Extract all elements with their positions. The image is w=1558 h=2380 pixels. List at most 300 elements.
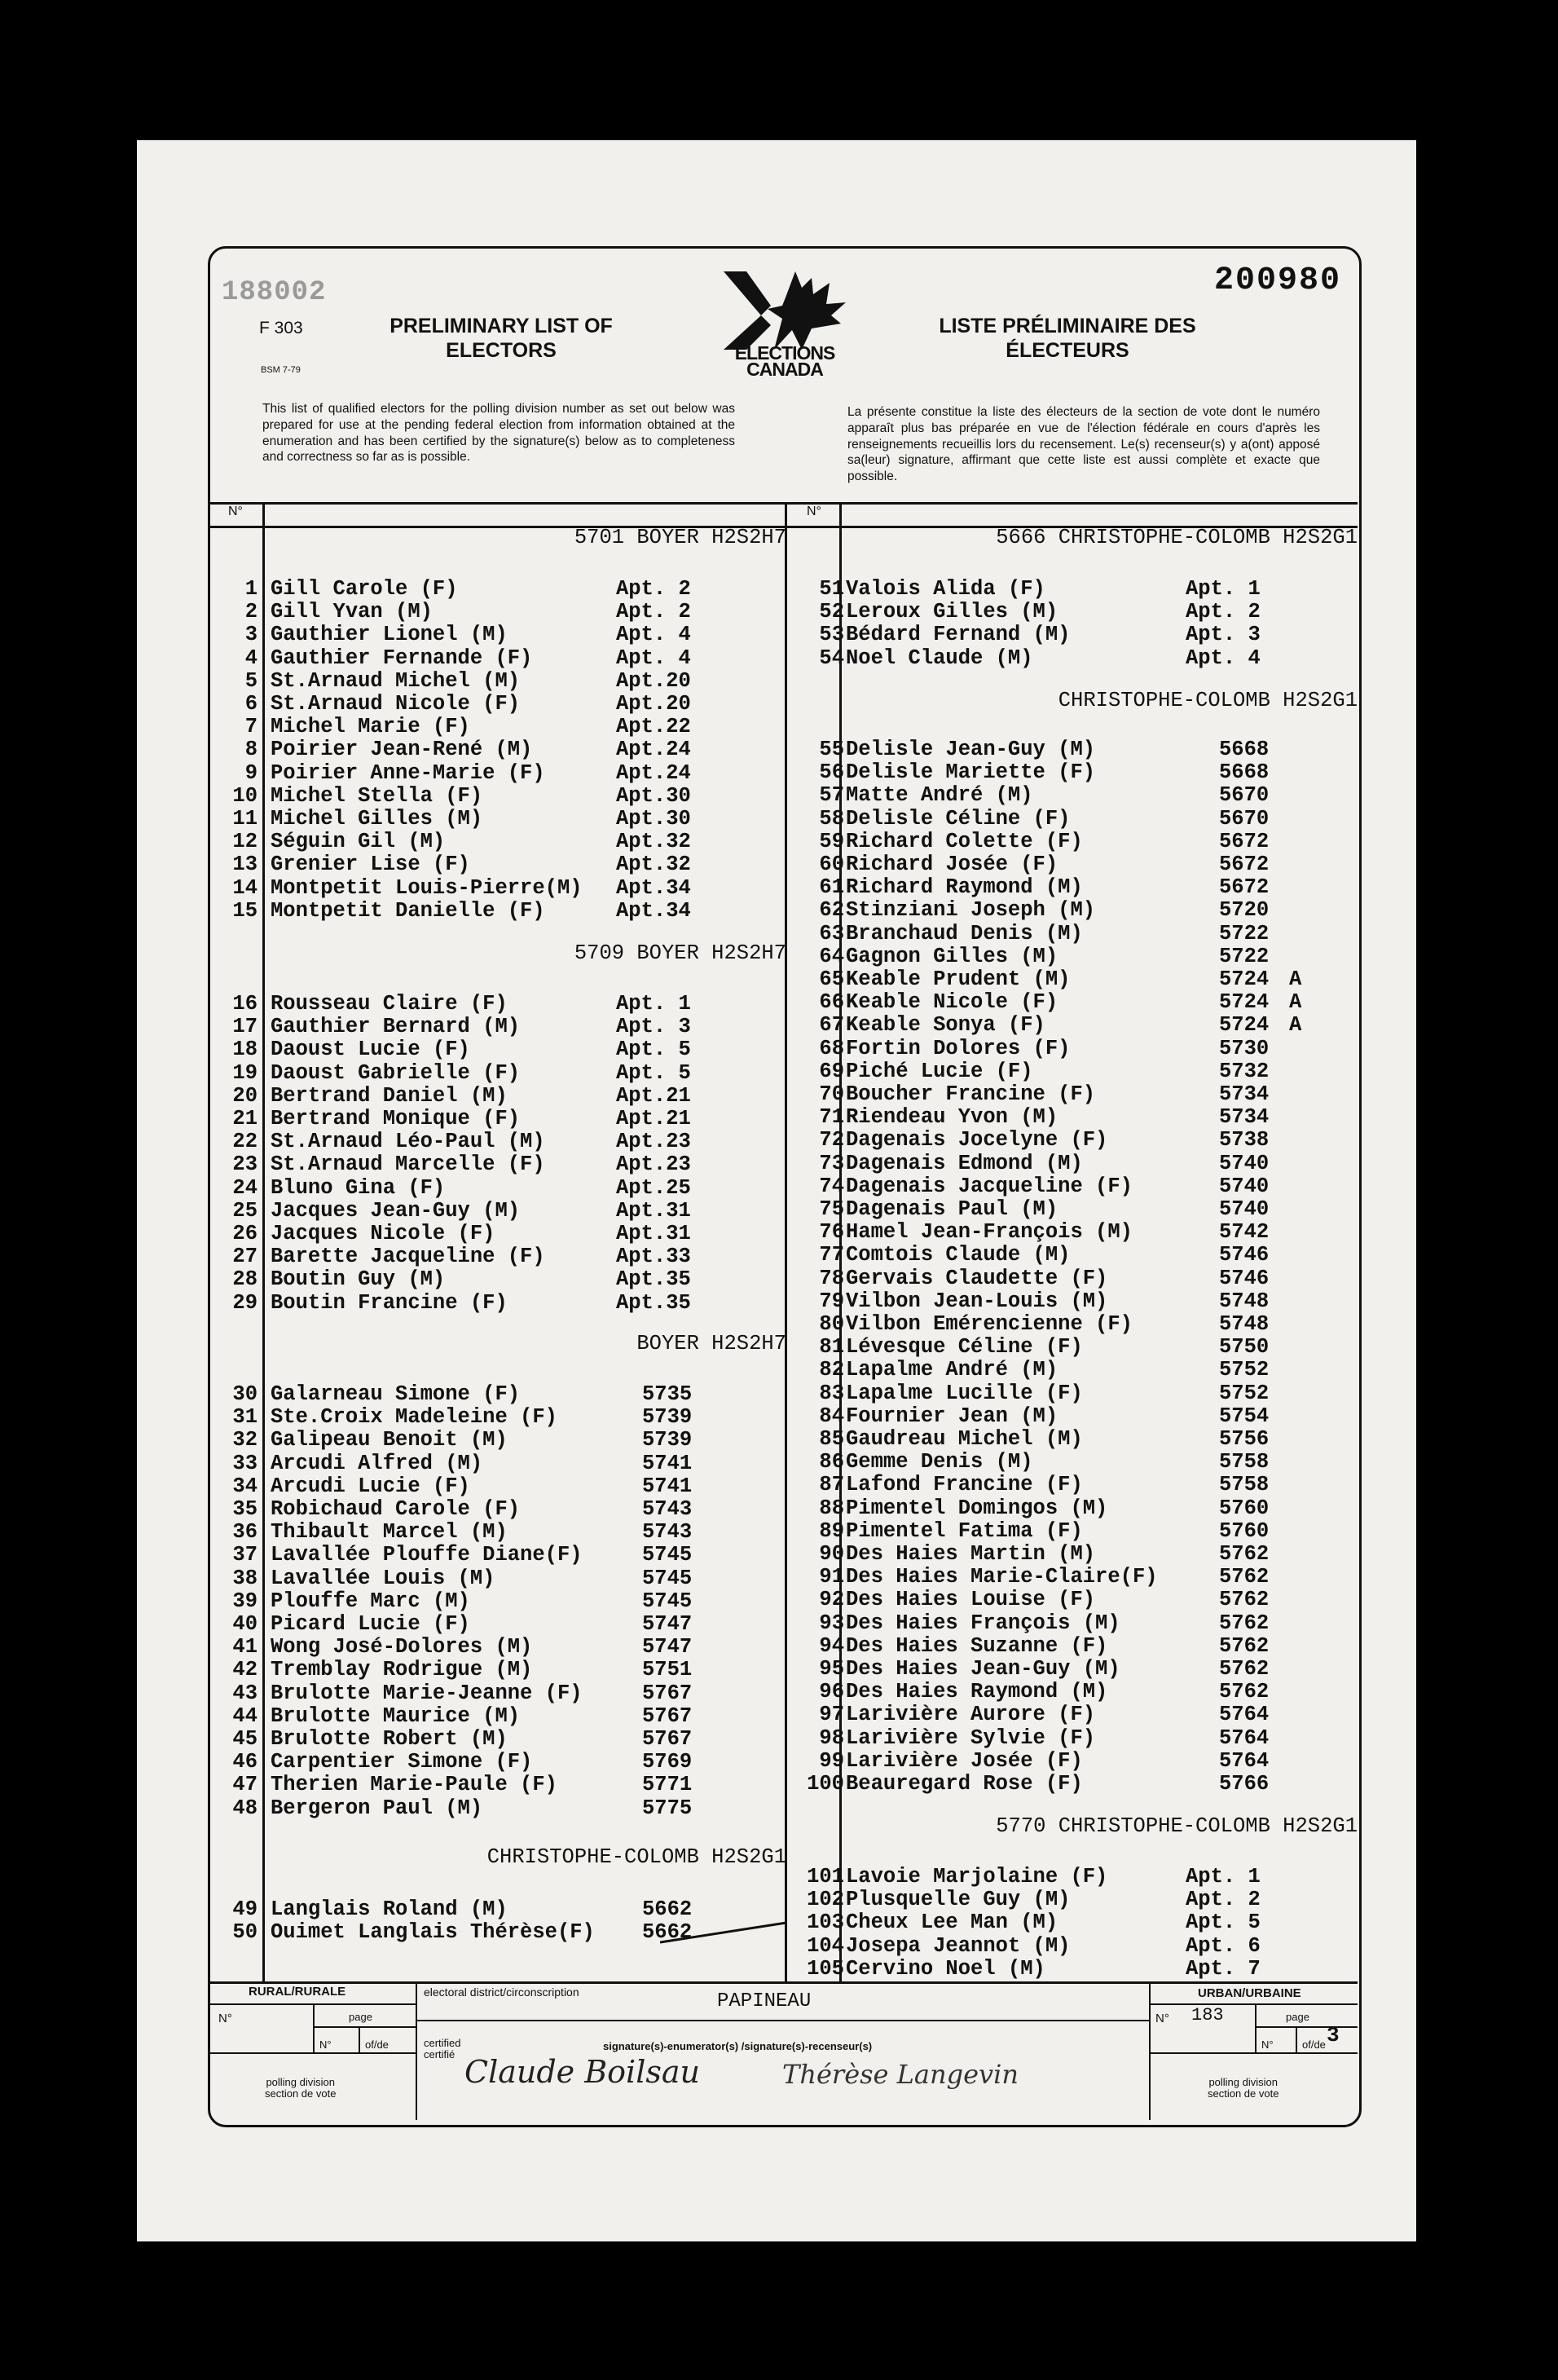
elector-address: 5775 [642, 1796, 693, 1820]
elector-number: 50 [232, 1920, 257, 1945]
elector-name: Branchaud Denis (M) [846, 921, 1083, 945]
elector-name: Wong José-Dolores (M) [271, 1635, 533, 1659]
elector-address: 5743 [642, 1520, 693, 1545]
elector-address: Apt.32 [616, 830, 691, 854]
elector-address: 5745 [642, 1543, 693, 1567]
elector-number: 3 [244, 623, 257, 647]
elector-name: Picard Lucie (F) [271, 1612, 470, 1636]
elector-address: Apt.21 [616, 1107, 691, 1130]
elector-name: Delisle Jean-Guy (M) [846, 738, 1096, 761]
elector-number: 39 [232, 1589, 257, 1613]
elector-name: Richard Raymond (M) [846, 875, 1083, 900]
elector-address: 5754 [1219, 1404, 1270, 1428]
elector-name: Poirier Anne-Marie (F) [271, 760, 545, 785]
elector-address: 5751 [642, 1658, 693, 1682]
elector-row [0, 1358, 1558, 1381]
elector-address: 5740 [1219, 1197, 1270, 1221]
elector-number: 34 [232, 1474, 257, 1498]
elector-address: Apt.34 [616, 875, 691, 900]
elector-name: Boutin Francine (F) [271, 1290, 508, 1315]
elector-name: Pimentel Domingos (M) [846, 1496, 1108, 1520]
elector-row [0, 1657, 1558, 1680]
elector-name: Lapalme André (M) [846, 1358, 1058, 1382]
urban-no-label: N° [1155, 2012, 1169, 2025]
elector-address: 5734 [1219, 1105, 1270, 1130]
elector-number: 96 [819, 1680, 844, 1704]
elector-address: 5760 [1219, 1518, 1270, 1543]
elector-number: 94 [819, 1633, 844, 1658]
elector-row [0, 1957, 1558, 1980]
elector-number: 61 [819, 875, 844, 900]
rural-page-label: page [349, 2011, 372, 2023]
rural-of-label: of/de [365, 2038, 389, 2051]
elector-number: 43 [232, 1681, 257, 1705]
title-en-line1: PRELIMINARY LIST OF [390, 315, 613, 337]
elector-name: Arcudi Lucie (F) [271, 1474, 470, 1498]
elector-address: Apt.30 [616, 807, 691, 831]
elector-name: Des Haies François (M) [846, 1611, 1120, 1635]
elector-row [0, 1335, 1558, 1358]
elector-address: 5767 [642, 1727, 693, 1751]
certified-label [424, 2038, 461, 2060]
elector-row [0, 1450, 1558, 1473]
elector-flag: A [1289, 990, 1302, 1015]
elector-name: Cervino Noel (M) [846, 1956, 1045, 1981]
elector-address: Apt.31 [616, 1222, 691, 1245]
right-section-heading: 5666 CHRISTOPHE-COLOMB H2S2G1 [996, 526, 1358, 549]
elector-address: 5734 [1219, 1082, 1270, 1106]
elector-address: Apt.21 [616, 1083, 691, 1108]
elector-address: 5740 [1219, 1151, 1270, 1175]
elector-address: 5672 [1219, 875, 1270, 900]
elector-name: Lévesque Céline (F) [846, 1335, 1083, 1360]
title-en-line2: ELECTORS [446, 339, 557, 362]
elector-number: 90 [819, 1542, 844, 1566]
elector-address: Apt. 1 [1186, 577, 1261, 601]
elector-number: 93 [819, 1611, 844, 1635]
elector-address: 5756 [1219, 1427, 1270, 1451]
document-number: 200980 [1214, 262, 1342, 299]
elector-number: 10 [232, 783, 257, 808]
elector-row [0, 1427, 1558, 1450]
elector-name: Plusquelle Guy (M) [846, 1888, 1071, 1912]
elector-name: Gaudreau Michel (M) [846, 1427, 1083, 1451]
stamp-number: 188002 [222, 277, 327, 308]
elector-number: 84 [819, 1404, 844, 1428]
rural-of-divider [359, 2026, 360, 2052]
elector-name: Poirier Jean-René (M) [271, 738, 533, 762]
elector-address: Apt. 2 [616, 577, 691, 601]
left-section-heading: 5701 BOYER H2S2H7 [574, 526, 786, 549]
elector-name: Bédard Fernand (M) [846, 623, 1071, 647]
elector-row [0, 1404, 1558, 1430]
elector-name: Richard Colette (F) [846, 829, 1083, 853]
elector-number: 89 [819, 1518, 844, 1543]
elector-name: Lavallée Plouffe Diane(F) [271, 1543, 583, 1567]
elector-row [0, 715, 1558, 738]
signature-label: signature(s)-enumerator(s) /signature(s)-recenseur(s) [603, 2040, 873, 2052]
elector-number: 15 [232, 898, 257, 923]
urban-polling-en: polling division [1208, 2076, 1278, 2088]
rural-page-line [313, 2026, 417, 2028]
elector-address: 5762 [1219, 1680, 1270, 1704]
elector-name: Bergeron Paul (M) [271, 1796, 483, 1820]
elector-address: 5735 [642, 1382, 693, 1406]
elector-address: 5762 [1219, 1633, 1270, 1658]
elector-number: 68 [819, 1036, 844, 1060]
elector-flag: A [1289, 967, 1302, 991]
elector-address: 5752 [1219, 1381, 1270, 1405]
elector-row [0, 1680, 1558, 1703]
elector-name: Lavoie Marjolaine (F) [846, 1865, 1108, 1889]
elector-row [0, 853, 1558, 875]
elector-name: Rousseau Claire (F) [271, 992, 508, 1016]
elector-name: Larivière Aurore (F) [846, 1703, 1096, 1727]
elector-number: 92 [819, 1588, 844, 1612]
elector-row [0, 1703, 1558, 1726]
right-section-heading: 5770 CHRISTOPHE-COLOMB H2S2G1 [996, 1814, 1358, 1838]
elector-address: Apt.31 [616, 1198, 691, 1223]
urban-label: URBAN/URBAINE [1198, 1986, 1301, 2000]
elector-name: Plouffe Marc (M) [271, 1589, 470, 1613]
elector-number: 5 [244, 668, 257, 693]
elector-name: Lafond Francine (F) [846, 1473, 1083, 1497]
elector-number: 6 [244, 692, 257, 716]
elector-row [0, 922, 1558, 945]
elector-address: 5758 [1219, 1450, 1270, 1474]
elector-address: 5672 [1219, 829, 1270, 853]
elector-number: 30 [232, 1382, 257, 1406]
urban-polling-fr: section de vote [1208, 2087, 1279, 2100]
elector-number: 73 [819, 1151, 844, 1175]
elector-name: St.Arnaud Marcelle (F) [271, 1153, 545, 1177]
elector-number: 100 [807, 1772, 844, 1796]
elector-name: Larivière Josée (F) [846, 1748, 1083, 1773]
elector-address: 5722 [1219, 944, 1270, 968]
elector-number: 64 [819, 944, 844, 968]
elector-number: 78 [819, 1266, 844, 1290]
elector-row [0, 1518, 1558, 1545]
elector-name: Lapalme Lucille (F) [846, 1381, 1083, 1405]
signature-2: Thérèse Langevin [782, 2059, 1019, 2090]
elector-name: Richard Josée (F) [846, 853, 1058, 876]
elector-number: 97 [819, 1703, 844, 1727]
urban-page-line [1255, 2026, 1358, 2028]
elector-name: Vilbon Jean-Louis (M) [846, 1289, 1108, 1313]
elector-address: Apt. 5 [1186, 1911, 1261, 1935]
urban-of-label: of/de [1302, 2038, 1326, 2051]
elector-name: Gervais Claudette (F) [846, 1266, 1108, 1290]
elector-number: 59 [819, 829, 844, 853]
elector-number: 29 [232, 1290, 257, 1315]
elector-number: 27 [232, 1245, 257, 1269]
elector-address: 5742 [1219, 1220, 1270, 1245]
elector-address: Apt.25 [616, 1175, 691, 1200]
elector-name: Arcudi Alfred (M) [271, 1451, 483, 1475]
elector-address: 5668 [1219, 738, 1270, 761]
title-fr-line1: LISTE PRÉLIMINAIRE DES [939, 315, 1196, 337]
elector-number: 44 [232, 1703, 257, 1728]
elector-address: 5748 [1219, 1289, 1270, 1313]
elector-number: 21 [232, 1107, 257, 1130]
elector-name: Keable Prudent (M) [846, 967, 1071, 991]
elector-name: Gagnon Gilles (M) [846, 944, 1058, 968]
title-french [921, 314, 1214, 363]
rural-polling-line [209, 2052, 417, 2054]
elector-address: Apt.20 [616, 692, 691, 716]
elector-name: Ouimet Langlais Thérèse(F) [271, 1920, 595, 1945]
elector-number: 24 [232, 1175, 257, 1200]
elector-address: 5769 [642, 1750, 693, 1774]
elector-number: 95 [819, 1657, 844, 1681]
elector-name: Des Haies Martin (M) [846, 1542, 1096, 1566]
elector-number: 32 [232, 1428, 257, 1452]
elector-number: 103 [807, 1911, 844, 1935]
elector-name: Brulotte Marie-Jeanne (F) [271, 1681, 583, 1705]
elector-number: 26 [232, 1222, 257, 1245]
elector-number: 36 [232, 1520, 257, 1545]
elector-address: 5746 [1219, 1243, 1270, 1267]
rural-label: RURAL/RURALE [249, 1985, 346, 1999]
elector-number: 101 [807, 1865, 844, 1889]
elector-address: 5762 [1219, 1542, 1270, 1566]
elector-number: 9 [244, 760, 257, 785]
elector-name: Gemme Denis (M) [846, 1450, 1033, 1474]
elector-number: 20 [232, 1083, 257, 1108]
elector-address: 5724 [1219, 967, 1270, 991]
elector-name: Keable Sonya (F) [846, 1013, 1045, 1038]
elector-name: Dagenais Jacqueline (F) [846, 1174, 1133, 1198]
elector-address: Apt.35 [616, 1290, 691, 1315]
elector-address: Apt. 5 [616, 1038, 691, 1062]
elector-name: St.Arnaud Léo-Paul (M) [271, 1130, 545, 1154]
elector-number: 79 [819, 1289, 844, 1313]
elector-address: Apt. 4 [616, 623, 691, 647]
elector-name: Dagenais Jocelyne (F) [846, 1128, 1108, 1153]
elector-row [0, 1934, 1558, 1957]
elector-row [0, 1865, 1558, 1888]
elector-name: Larivière Sylvie (F) [846, 1726, 1096, 1750]
elector-name: St.Arnaud Michel (M) [271, 668, 521, 693]
elector-name: Montpetit Danielle (F) [271, 898, 545, 923]
elector-address: 5747 [642, 1612, 693, 1636]
title-english [367, 314, 636, 363]
elector-name: Carpentier Simone (F) [271, 1750, 533, 1774]
elector-row [0, 1289, 1558, 1312]
elector-name: Tremblay Rodrigue (M) [271, 1658, 533, 1682]
elector-address: 5740 [1219, 1174, 1270, 1198]
elector-row [0, 646, 1558, 669]
elector-number: 71 [819, 1105, 844, 1130]
elector-address: Apt. 7 [1186, 1956, 1261, 1981]
elector-address: 5750 [1219, 1335, 1270, 1360]
elector-address: Apt. 2 [616, 600, 691, 624]
elector-number: 86 [819, 1450, 844, 1474]
elector-number: 37 [232, 1543, 257, 1567]
elector-row [0, 1197, 1558, 1220]
elector-name: Des Haies Marie-Claire(F) [846, 1565, 1158, 1589]
elector-number: 63 [819, 921, 844, 945]
elector-address: 5741 [642, 1474, 693, 1498]
elector-number: 87 [819, 1473, 844, 1497]
urban-page-no-label: N° [1261, 2038, 1274, 2051]
elector-address: Apt.35 [616, 1267, 691, 1292]
elector-name: Boucher Francine (F) [846, 1082, 1096, 1106]
elector-number: 88 [819, 1496, 844, 1520]
elector-number: 45 [232, 1727, 257, 1751]
elector-number: 41 [232, 1635, 257, 1659]
elector-name: Fournier Jean (M) [846, 1404, 1058, 1428]
elector-name: Ste.Croix Madeleine (F) [271, 1405, 557, 1430]
elector-name: Bluno Gina (F) [271, 1175, 446, 1200]
elector-number: 102 [807, 1888, 844, 1912]
left-section-heading: 5709 BOYER H2S2H7 [574, 941, 786, 965]
elector-name: Séguin Gil (M) [271, 830, 446, 854]
urban-page-value: 3 [1327, 2023, 1340, 2047]
elector-name: Boutin Guy (M) [271, 1267, 446, 1292]
elector-number: 104 [807, 1933, 844, 1958]
column-header-no-right: N° [807, 505, 821, 518]
elector-number: 47 [232, 1773, 257, 1797]
elector-name: Galarneau Simone (F) [271, 1382, 521, 1406]
form-revision: BSM 7-79 [261, 365, 301, 375]
elector-number: 51 [819, 577, 844, 601]
left-section-heading: BOYER H2S2H7 [636, 1332, 786, 1355]
elector-address: Apt. 3 [1186, 623, 1261, 647]
elector-row [0, 1220, 1558, 1243]
elector-number: 58 [819, 806, 844, 831]
elector-number: 56 [819, 760, 844, 785]
elector-name: Grenier Lise (F) [271, 853, 470, 877]
elector-name: Delisle Céline (F) [846, 806, 1071, 831]
elector-address: Apt. 3 [616, 1015, 691, 1039]
elector-row [0, 1473, 1558, 1496]
elector-name: Gauthier Fernande (F) [271, 646, 533, 670]
elector-name: Delisle Mariette (F) [846, 760, 1096, 785]
elector-name: Fortin Dolores (F) [846, 1036, 1071, 1060]
rural-polling-label [265, 2077, 336, 2100]
elector-address: 5739 [642, 1405, 693, 1430]
footer-rule-1 [416, 1981, 417, 2120]
header-divider-line [209, 502, 1358, 505]
elector-row [0, 1888, 1558, 1911]
elector-number: 74 [819, 1174, 844, 1198]
elector-address: Apt. 4 [1186, 646, 1261, 670]
elector-row [0, 1105, 1558, 1128]
footer-top-line [209, 1981, 1358, 1984]
elector-number: 28 [232, 1267, 257, 1292]
elector-name: Beauregard Rose (F) [846, 1772, 1083, 1796]
elector-number: 13 [232, 853, 257, 877]
elector-address: Apt.23 [616, 1153, 691, 1177]
elector-number: 31 [232, 1405, 257, 1430]
elector-row [0, 1749, 1558, 1772]
elector-name: Noel Claude (M) [846, 646, 1033, 670]
elector-name: Gauthier Lionel (M) [271, 623, 508, 647]
elector-name: St.Arnaud Nicole (F) [271, 692, 521, 716]
elector-number: 75 [819, 1197, 844, 1221]
elector-number: 77 [819, 1243, 844, 1267]
certified-en: certified [424, 2037, 461, 2049]
elector-number: 99 [819, 1748, 844, 1773]
elector-row [0, 967, 1558, 990]
elector-row [0, 830, 1558, 853]
elector-address: 5764 [1219, 1748, 1270, 1773]
elector-name: Daoust Lucie (F) [271, 1038, 470, 1062]
title-fr-line2: ÉLECTEURS [1006, 339, 1129, 362]
elector-name: Langlais Roland (M) [271, 1897, 508, 1921]
elector-address: 5764 [1219, 1703, 1270, 1727]
elector-number: 105 [807, 1956, 844, 1981]
elector-number: 62 [819, 898, 844, 923]
urban-page-label: page [1286, 2011, 1309, 2023]
elector-row [0, 738, 1558, 760]
elector-row [0, 1565, 1558, 1588]
elector-name: Valois Alida (F) [846, 577, 1045, 601]
rural-polling-fr: section de vote [265, 2087, 337, 2100]
elector-row [0, 1128, 1558, 1154]
elector-name: Bertrand Daniel (M) [271, 1083, 508, 1108]
logo-text-elections: ELECTIONS [734, 342, 835, 364]
elector-address: 5743 [642, 1497, 693, 1521]
elector-address: 5745 [642, 1566, 693, 1590]
elector-name: Dagenais Edmond (M) [846, 1151, 1083, 1175]
elector-address: 5762 [1219, 1588, 1270, 1612]
elector-row [0, 990, 1558, 1013]
elector-name: Gauthier Bernard (M) [271, 1015, 521, 1039]
elector-name: Gill Carole (F) [271, 577, 458, 601]
elector-name: Hamel Jean-François (M) [846, 1220, 1133, 1245]
elector-number: 52 [819, 600, 844, 624]
logo-text-canada: CANADA [746, 359, 823, 380]
elector-address: 5741 [642, 1451, 693, 1475]
elector-number: 18 [232, 1038, 257, 1062]
district-value: PAPINEAU [717, 1990, 812, 2012]
elector-number: 91 [819, 1565, 844, 1589]
elector-address: 5762 [1219, 1657, 1270, 1681]
elector-address: 5662 [642, 1920, 693, 1945]
elector-address: Apt.30 [616, 783, 691, 808]
elector-number: 33 [232, 1451, 257, 1475]
elector-address: Apt.33 [616, 1245, 691, 1269]
elector-number: 35 [232, 1497, 257, 1521]
elector-name: Des Haies Louise (F) [846, 1588, 1096, 1612]
urban-no-divider [1255, 2003, 1257, 2052]
elector-number: 22 [232, 1130, 257, 1154]
elector-name: Piché Lucie (F) [846, 1059, 1033, 1083]
elector-row [0, 1611, 1558, 1634]
elector-address: 5724 [1219, 990, 1270, 1015]
elector-row [0, 1726, 1558, 1749]
elector-name: Bertrand Monique (F) [271, 1107, 521, 1130]
elector-address: Apt. 1 [1186, 1865, 1261, 1889]
elector-name: Galipeau Benoit (M) [271, 1428, 508, 1452]
elector-address: 5752 [1219, 1358, 1270, 1382]
elector-name: Jacques Nicole (F) [271, 1222, 495, 1245]
elector-row [0, 875, 1558, 898]
elector-address: Apt.20 [616, 668, 691, 693]
elector-address: Apt. 4 [616, 646, 691, 670]
elector-number: 14 [232, 875, 257, 900]
elector-address: 5760 [1219, 1496, 1270, 1520]
footer-rule-2 [1149, 1981, 1151, 2120]
elector-address: 5762 [1219, 1611, 1270, 1635]
elector-address: 5771 [642, 1773, 693, 1797]
elector-address: 5668 [1219, 760, 1270, 785]
elector-address: Apt.24 [616, 760, 691, 785]
elector-row [0, 1911, 1558, 1933]
elector-address: 5766 [1219, 1772, 1270, 1796]
